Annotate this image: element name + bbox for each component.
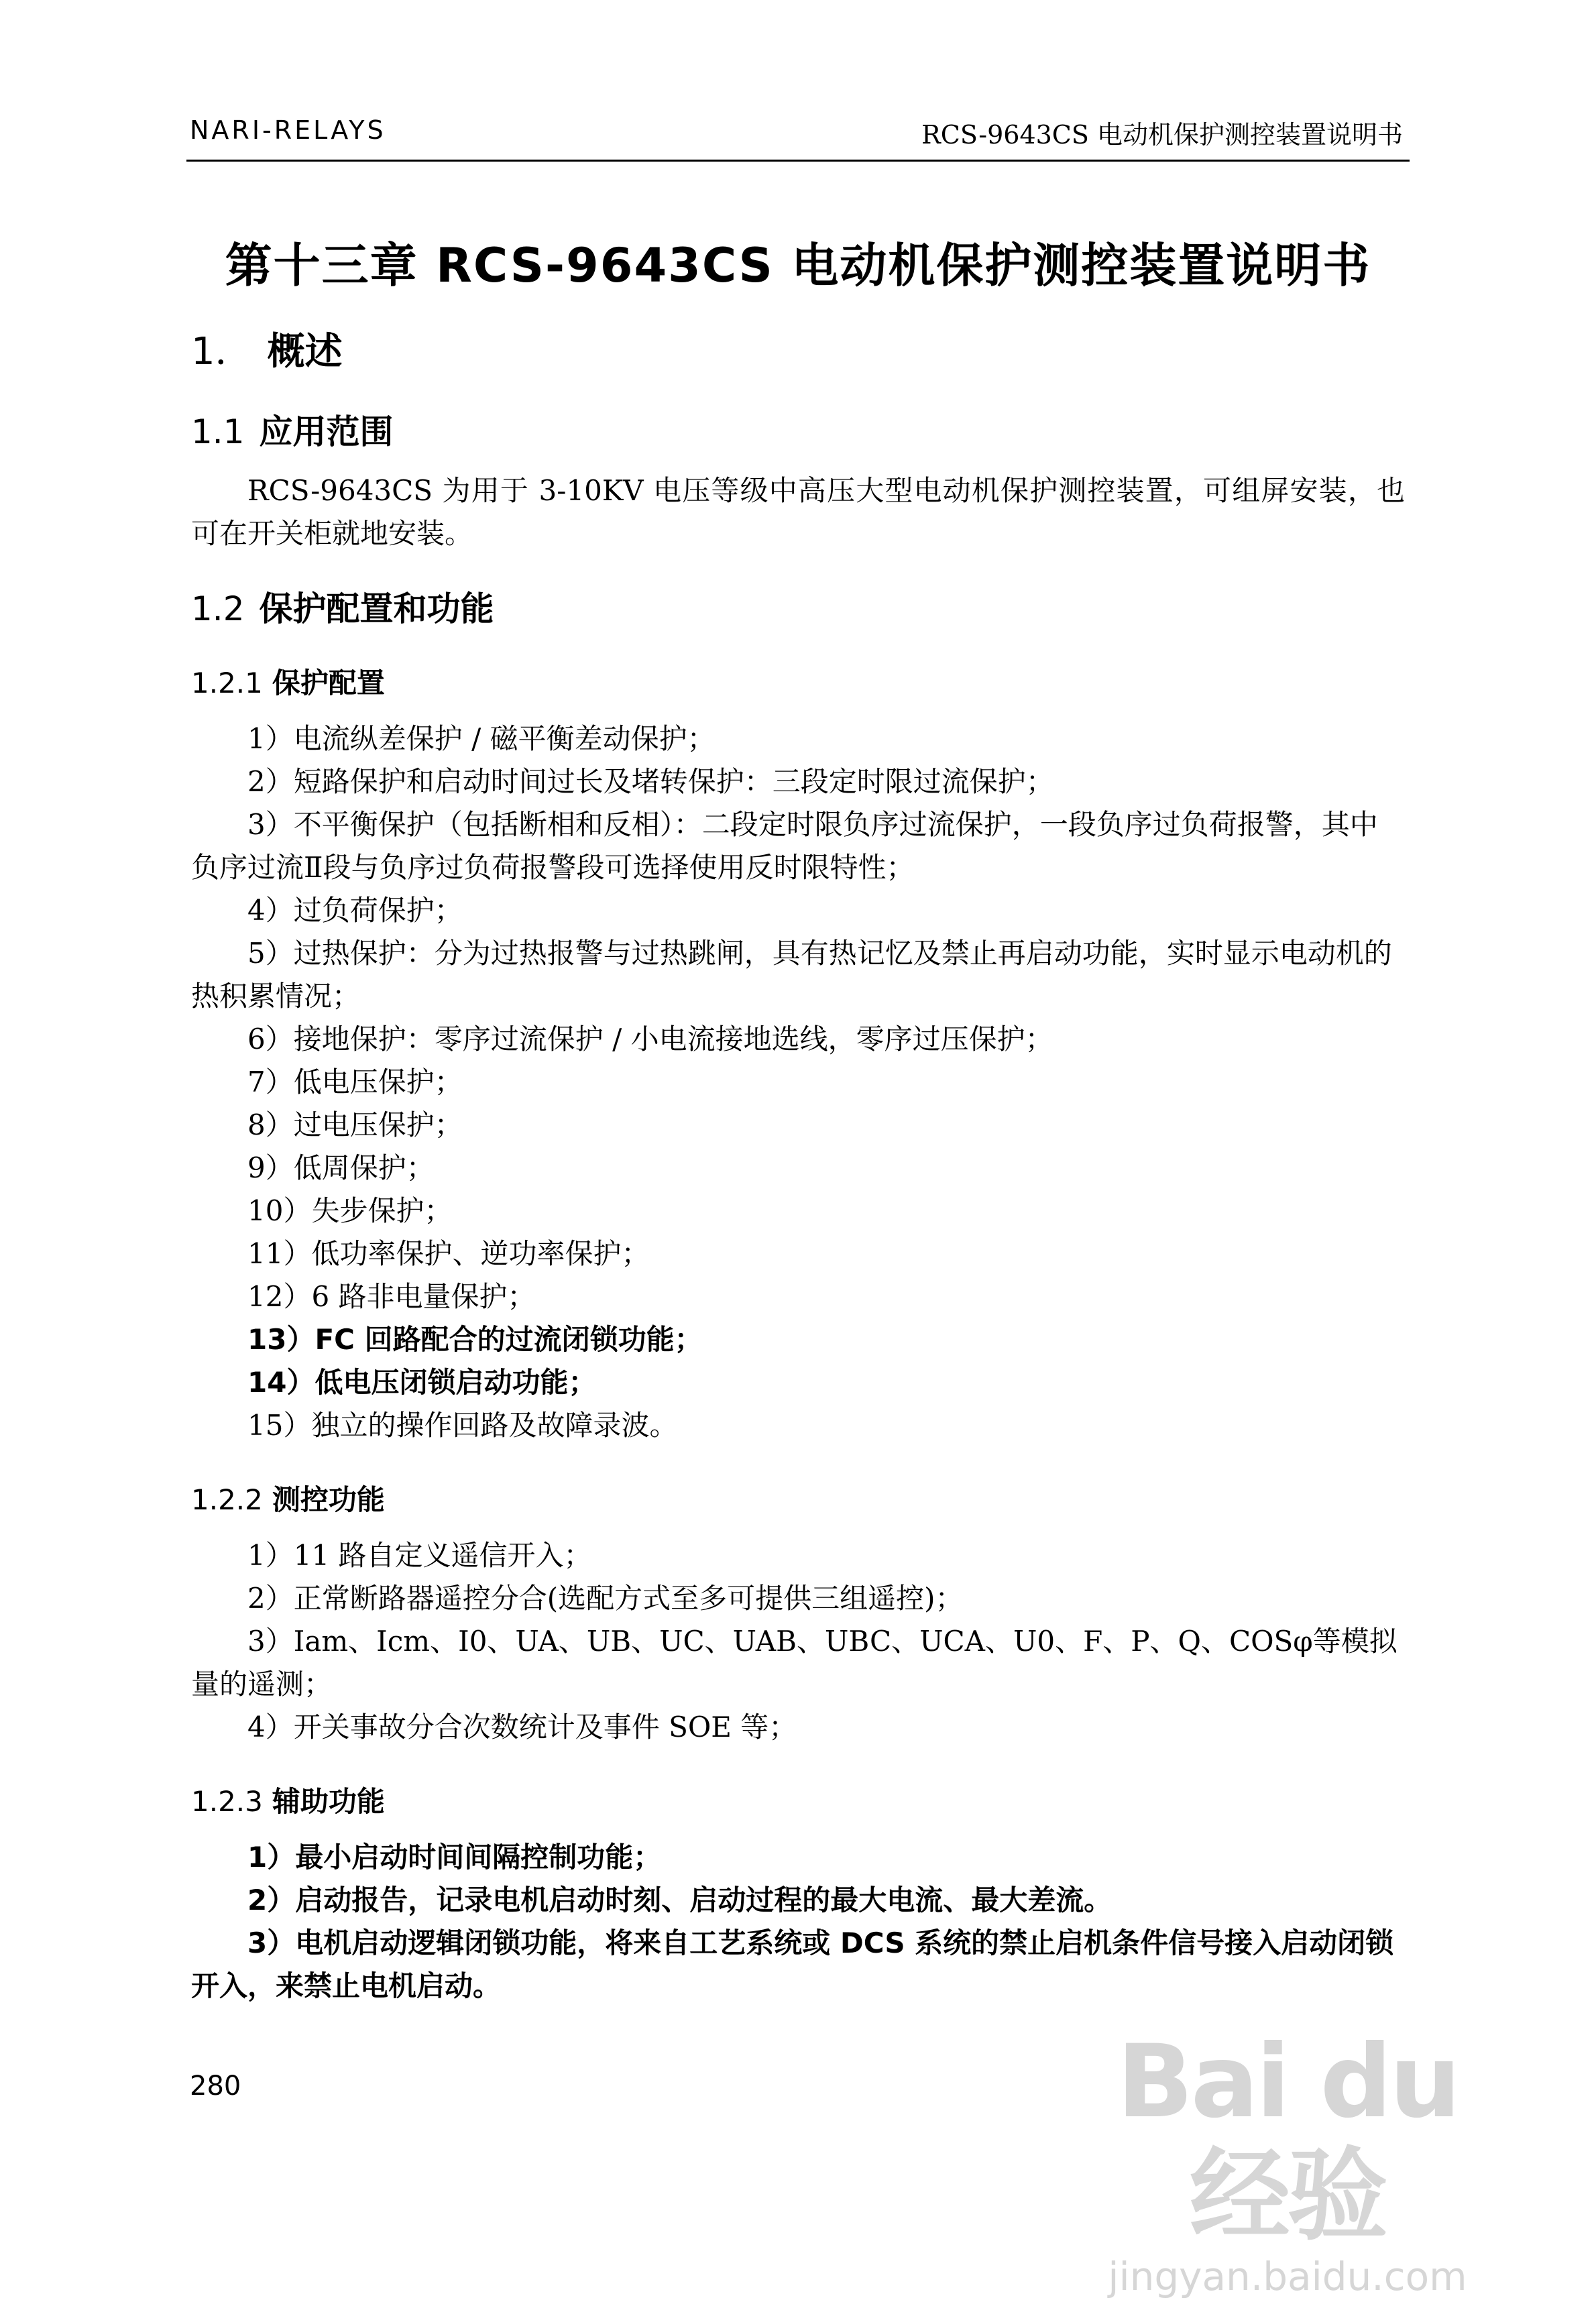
section-number: 1.2.2 — [191, 1483, 263, 1516]
list-item: 6）接地保护：零序过流保护 / 小电流接地选线，零序过压保护； — [247, 1023, 1053, 1055]
section-1-2-heading — [191, 582, 1405, 630]
section-1-1-heading — [191, 405, 1405, 453]
baidu-jingyan-watermark — [1053, 2024, 1522, 2299]
list-item: 11）低功率保护、逆功率保护； — [247, 1237, 650, 1270]
list-item: 5）过热保护：分为过热报警与过热跳闸，具有热记忆及禁止再启动功能，实时显示电动机的热积累情况； — [191, 937, 1392, 1013]
section-number: 1.2 — [191, 589, 245, 628]
section-label: 辅助功能 — [272, 1785, 385, 1818]
measurement-list — [191, 1534, 1405, 1749]
list-item: 14）低电压闭锁启动功能； — [247, 1366, 597, 1399]
section-label: 保护配置 — [272, 667, 385, 699]
section-number: 1.2.1 — [191, 667, 263, 699]
header-divider — [186, 160, 1410, 162]
list-item: 4）过负荷保护； — [247, 894, 463, 927]
list-item: 3）Iam、Icm、I0、UA、UB、UC、UAB、UBC、UCA、U0、F、P、Q、COSφ等模拟量的遥测； — [191, 1625, 1398, 1701]
list-item: 10）失步保护； — [247, 1194, 453, 1227]
list-item: 3）不平衡保护（包括断相和反相）：二段定时限负序过流保护，一段负序过负荷报警，其中负序过流Ⅱ段与负序过负荷报警段可选择使用反时限特性； — [191, 808, 1378, 884]
section-1-heading — [191, 322, 1405, 376]
section-1-2-2-heading — [191, 1478, 1405, 1518]
section-label: 保护配置和功能 — [259, 589, 494, 628]
section-label: 概述 — [267, 330, 343, 373]
header-brand: NARI-RELAYS — [190, 115, 386, 145]
chapter-title: 第十三章 RCS-9643CS 电动机保护测控装置说明书 — [225, 238, 1371, 293]
section-1-2-1-heading — [191, 661, 1405, 701]
section-1-1-paragraph: RCS-9643CS 为用于 3-10KV 电压等级中高压大型电动机保护测控装置，可组屏安装，也可在开关柜就地安装。 — [191, 474, 1405, 550]
list-item: 1）11 路自定义遥信开入； — [247, 1539, 592, 1572]
list-item: 1）最小启动时间间隔控制功能； — [247, 1841, 662, 1874]
list-item: 9）低周保护； — [247, 1151, 435, 1184]
list-item: 2）短路保护和启动时间过长及堵转保护：三段定时限过流保护； — [247, 765, 1054, 798]
list-item: 4）开关事故分合次数统计及事件 SOE 等； — [247, 1711, 797, 1743]
page-number: 280 — [190, 2071, 241, 2102]
list-item: 12）6 路非电量保护； — [247, 1280, 536, 1313]
content — [191, 322, 1405, 2008]
section-number: 1． — [191, 330, 253, 373]
section-number: 1.2.3 — [191, 1785, 263, 1818]
list-item: 2）正常断路器遥控分合(选配方式至多可提供三组遥控)； — [247, 1582, 964, 1615]
list-item: 1）电流纵差保护 / 磁平衡差动保护； — [247, 722, 716, 755]
section-label: 应用范围 — [259, 412, 394, 451]
section-label: 测控功能 — [272, 1483, 385, 1516]
list-item: 15）独立的操作回路及故障录波。 — [247, 1409, 678, 1442]
watermark-logo: Bai du 经验 — [1117, 2024, 1459, 2254]
auxiliary-list — [191, 1836, 1405, 2008]
list-item: 3）电机启动逻辑闭锁功能，将来自工艺系统或 DCS 系统的禁止启机条件信号接入启动闭锁开入，来禁止电机启动。 — [191, 1927, 1394, 2002]
section-1-2-3-heading — [191, 1780, 1405, 1820]
protection-list — [191, 717, 1405, 1447]
list-item: 8）过电压保护； — [247, 1108, 463, 1141]
header-doc-title: RCS-9643CS 电动机保护测控装置说明书 — [921, 120, 1403, 150]
list-item: 7）低电压保护； — [247, 1066, 463, 1098]
list-item: 2）启动报告，记录电机启动时刻、启动过程的最大电流、最大差流。 — [247, 1884, 1113, 1916]
list-item: 13）FC 回路配合的过流闭锁功能； — [247, 1323, 703, 1356]
watermark-url: jingyan.baidu.com — [1108, 2254, 1467, 2299]
section-number: 1.1 — [191, 412, 245, 451]
